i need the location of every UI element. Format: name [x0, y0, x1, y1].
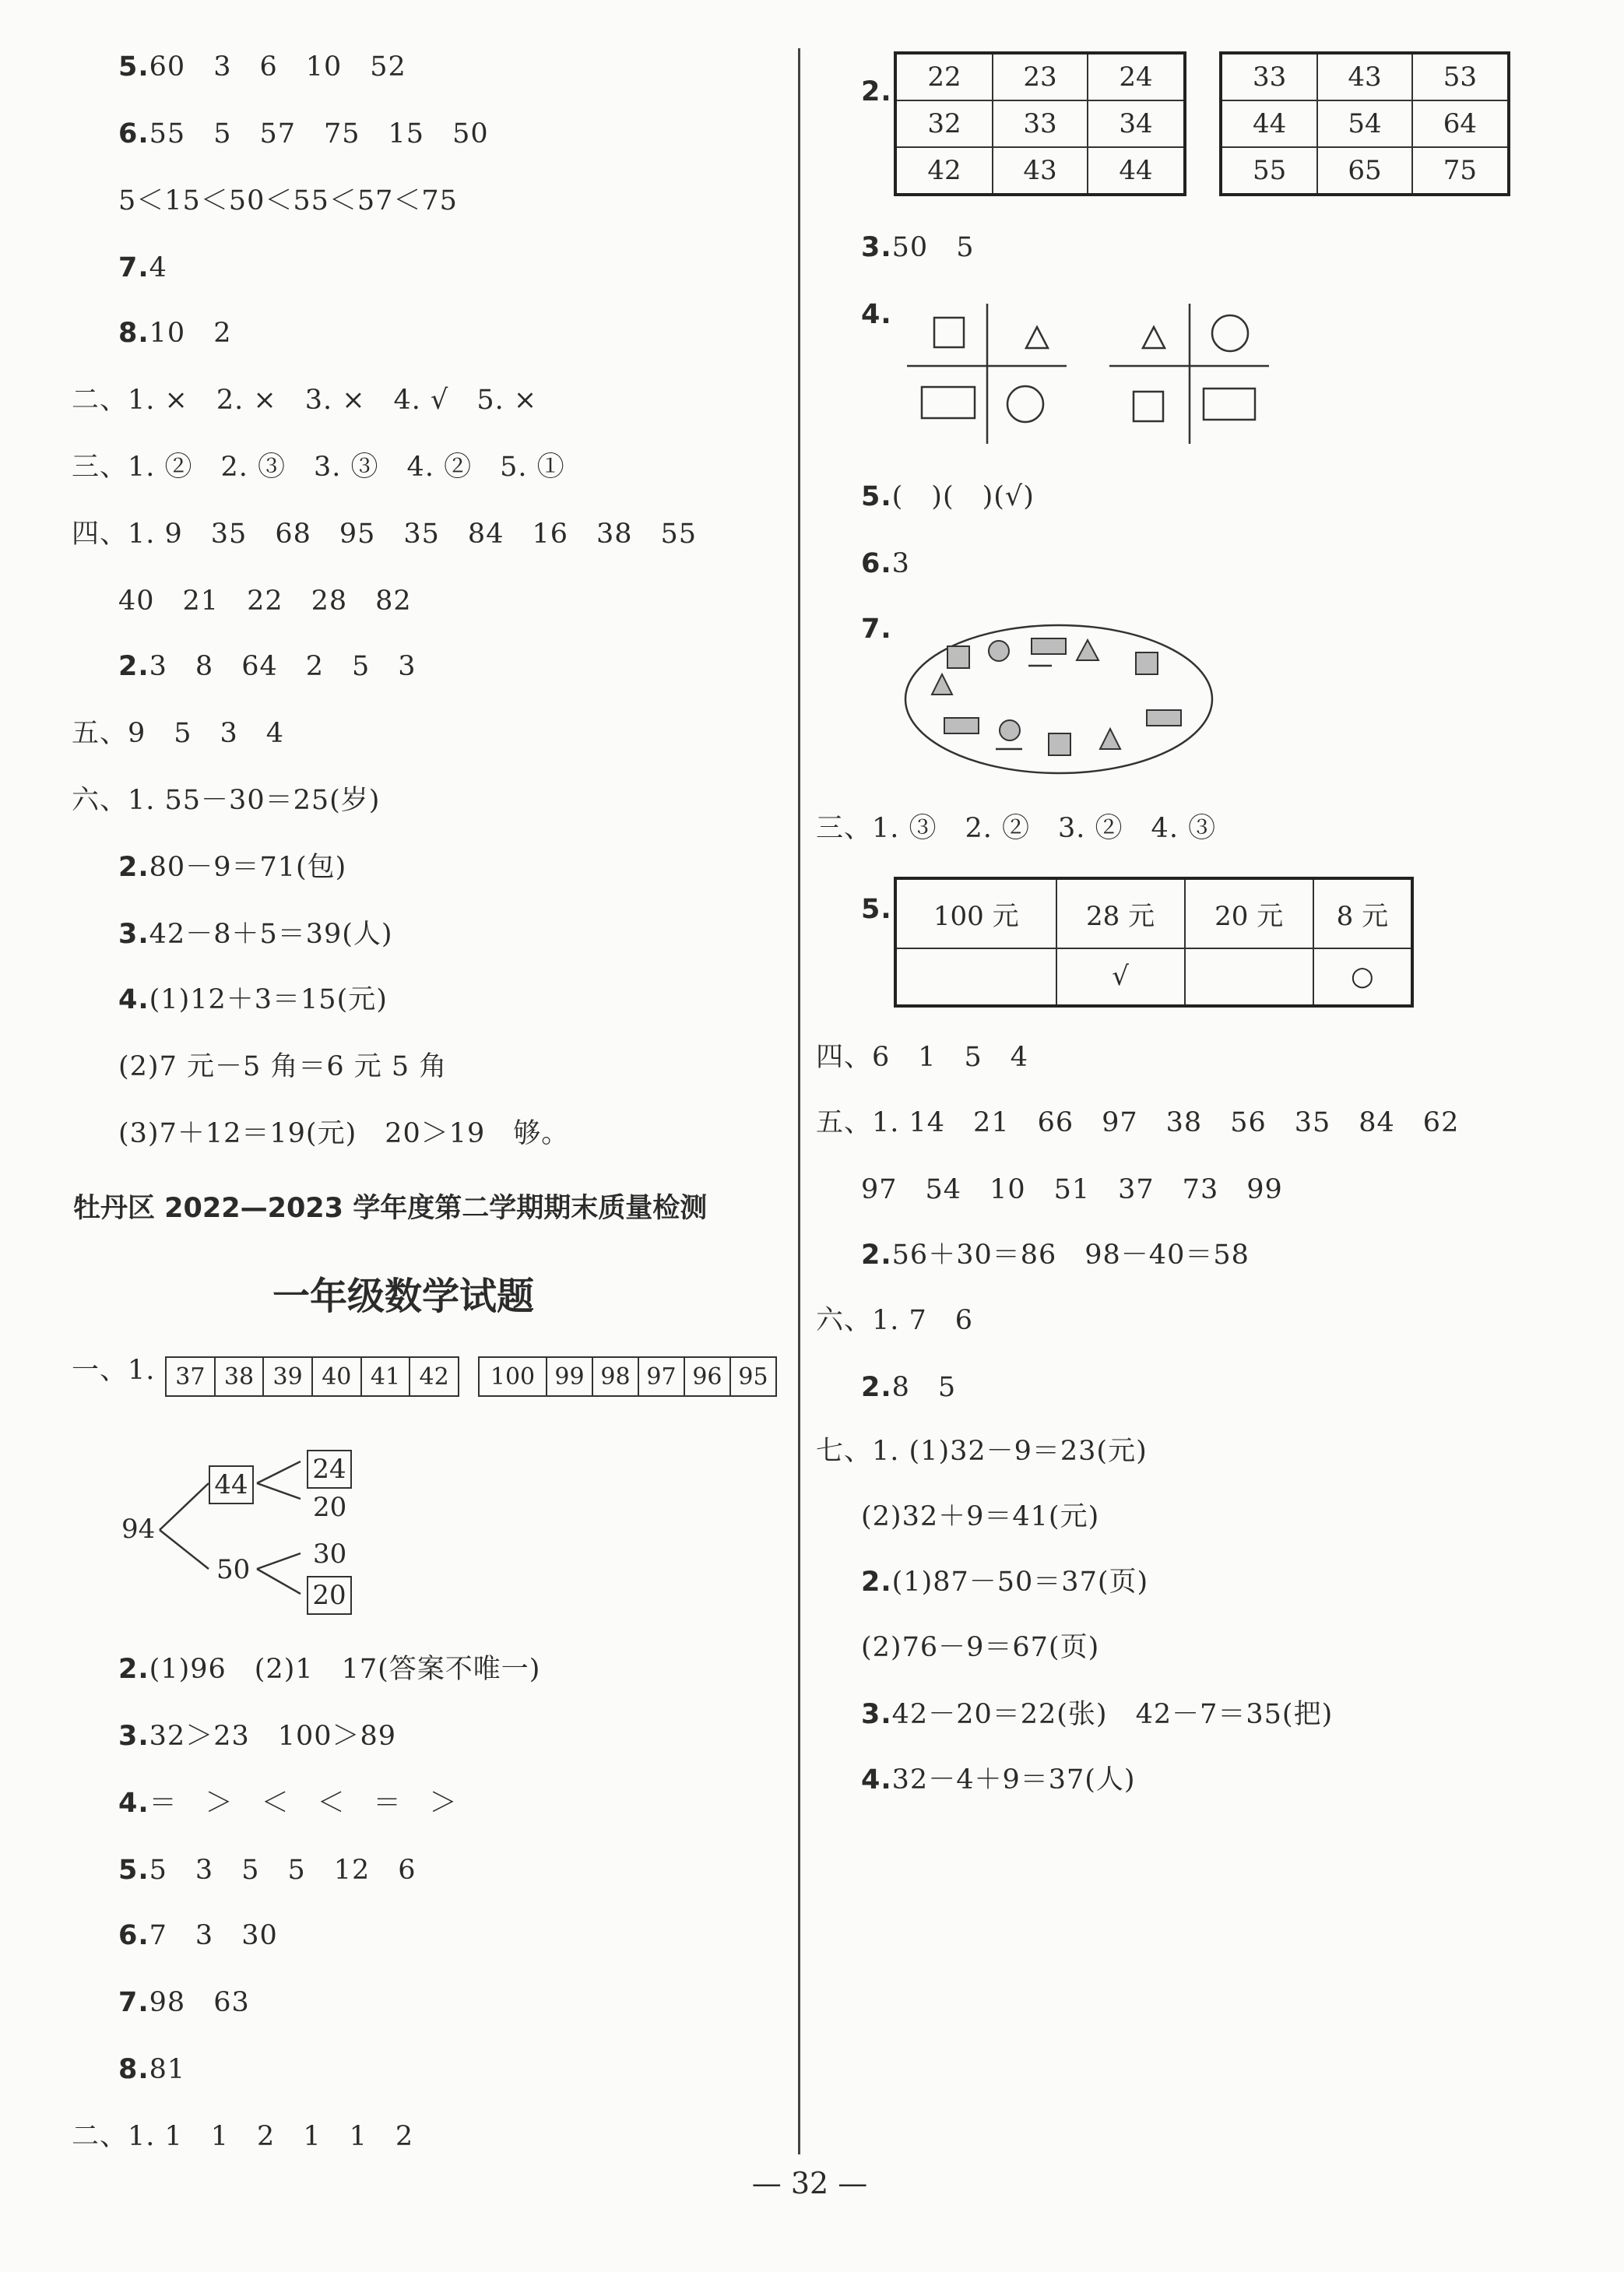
grid-cell: 32: [895, 100, 993, 147]
answer-line: 七、1. (1)32－9＝23(元): [816, 1436, 1148, 1467]
answer-line: 7.4: [118, 252, 167, 283]
circle-shape: [1000, 720, 1020, 740]
triangle-shape: [932, 674, 952, 695]
shape-set-ellipse: [899, 623, 1226, 779]
answer-line: 3.32＞23 100＞89: [118, 1721, 397, 1752]
square-shape: [947, 646, 969, 668]
question-label: 一、1.: [72, 1355, 156, 1386]
answer-line: 2.(1)87－50＝37(页): [861, 1567, 1149, 1598]
grid-cell: 43: [1317, 53, 1412, 100]
answer-line: 2.8 5: [861, 1372, 957, 1403]
grid-cell: 34: [1088, 100, 1185, 147]
sequence-cell: 41: [361, 1357, 410, 1396]
triangle-shape: [1026, 327, 1048, 348]
answer-line: 5.( )( )(√): [861, 481, 1035, 512]
square-shape: [1134, 392, 1163, 421]
grid-cell: 55: [1221, 147, 1317, 195]
circle-shape: [1007, 386, 1043, 422]
tree-node: 30: [313, 1539, 347, 1570]
answer-line: 5.5 3 5 5 12 6: [118, 1855, 417, 1886]
money-mark: √: [1056, 948, 1185, 1006]
sequence-cell: 39: [263, 1357, 312, 1396]
sequence-cell: 42: [410, 1357, 459, 1396]
sequence-cell: 99: [547, 1357, 592, 1396]
money-mark: [1185, 948, 1313, 1006]
sequence-cell: 97: [638, 1357, 684, 1396]
tree-node: 50: [216, 1554, 251, 1585]
answer-line: 六、1. 7 6: [816, 1305, 974, 1336]
answer-line: 2.3 8 64 2 5 3: [118, 651, 417, 682]
exam-title: 一年级数学试题: [272, 1275, 535, 1318]
answer-line: 7.98 63: [118, 1987, 250, 2018]
answer-line: 3.42－8＋5＝39(人): [118, 919, 393, 950]
answer-line: 2.(1)96 (2)1 17(答案不唯一): [118, 1654, 541, 1685]
answer-line: 四、1. 9 35 68 95 35 84 16 38 55: [72, 519, 698, 550]
rectangle-shape: [1204, 389, 1255, 420]
question-label: 7.: [861, 614, 892, 645]
answer-line: 6.55 5 57 75 15 50: [118, 118, 489, 149]
answer-line: 五、9 5 3 4: [72, 718, 285, 749]
tree-root: 94: [121, 1514, 156, 1545]
rectangle-shape: [1032, 638, 1066, 654]
grid-cell: 44: [1221, 100, 1317, 147]
column-divider: [798, 48, 800, 2154]
grid-cell: 44: [1088, 147, 1185, 195]
number-sequence-descending: [478, 1356, 777, 1397]
answer-line: 97 54 10 51 37 73 99: [861, 1174, 1283, 1205]
grid-cell: 75: [1412, 147, 1509, 195]
tree-node: 20: [313, 1492, 347, 1523]
page-number: — 32 —: [751, 2166, 868, 2200]
question-label: 5.: [861, 894, 892, 925]
circle-shape: [989, 641, 1009, 661]
sequence-cell: 37: [166, 1357, 215, 1396]
grid-cell: 54: [1317, 100, 1412, 147]
answer-line: 6.7 3 30: [118, 1920, 278, 1951]
answer-line: (2)7 元－5 角＝6 元 5 角: [118, 1051, 448, 1082]
triangle-shape: [1143, 327, 1165, 348]
money-header: 20 元: [1185, 878, 1313, 948]
rectangle-shape: [944, 718, 979, 733]
grid-cell: 64: [1412, 100, 1509, 147]
answer-line: 4.32－4＋9＝37(人): [861, 1764, 1136, 1795]
grid-cell: 65: [1317, 147, 1412, 195]
number-grid-a: [894, 51, 1186, 196]
tree-node-box: 44: [209, 1465, 254, 1504]
answer-line: (2)76－9＝67(页): [861, 1632, 1100, 1663]
question-label: 2.: [861, 76, 892, 107]
grid-cell: 42: [895, 147, 993, 195]
sequence-cell: 96: [684, 1357, 730, 1396]
grid-cell: 33: [1221, 53, 1317, 100]
money-mark: ○: [1313, 948, 1412, 1006]
tree-node-box: 24: [307, 1450, 352, 1489]
answer-line: 五、1. 14 21 66 97 38 56 35 84 62: [816, 1107, 1460, 1138]
money-mark: [895, 948, 1056, 1006]
square-shape: [1049, 733, 1070, 755]
answer-line: 4.＝ ＞ ＜ ＜ ＝ ＞: [118, 1788, 458, 1819]
answer-line: 4.(1)12＋3＝15(元): [118, 984, 388, 1015]
square-shape: [1136, 652, 1158, 674]
money-header: 8 元: [1313, 878, 1412, 948]
answer-line: 二、1. 1 1 2 1 1 2: [72, 2121, 414, 2152]
sequence-cell: 40: [312, 1357, 361, 1396]
grid-cell: 24: [1088, 53, 1185, 100]
answer-line: 6.3: [861, 548, 910, 579]
triangle-shape: [1077, 640, 1098, 660]
tree-node-box: 20: [307, 1576, 352, 1615]
answer-line: 8.10 2: [118, 318, 232, 349]
sequence-cell: 98: [592, 1357, 638, 1396]
money-table: [894, 877, 1414, 1008]
answer-line: 二、1. × 2. × 3. × 4. √ 5. ×: [72, 385, 538, 416]
rectangle-shape: [922, 387, 975, 418]
answer-line: 四、6 1 5 4: [816, 1042, 1029, 1073]
answer-line: 3.50 5: [861, 232, 975, 263]
answer-line: 3.42－20＝22(张) 42－7＝35(把): [861, 1699, 1334, 1730]
number-sequence-ascending: [165, 1356, 459, 1397]
sequence-cell: 100: [479, 1357, 547, 1396]
answer-line: (3)7＋12＝19(元) 20＞19 够。: [118, 1118, 570, 1149]
answer-line: 8.81: [118, 2054, 186, 2085]
answer-line: (2)32＋9＝41(元): [861, 1501, 1100, 1532]
circle-shape: [1212, 315, 1248, 351]
answer-line: 三、1. ③ 2. ② 3. ② 4. ③: [816, 813, 1217, 844]
answer-line: 5.60 3 6 10 52: [118, 51, 406, 83]
answer-line: 2.80－9＝71(包): [118, 852, 347, 883]
section-title: 牡丹区 2022—2023 学年度第二学期期末质量检测: [73, 1193, 708, 1224]
sequence-cell: 38: [215, 1357, 264, 1396]
answer-line: 5＜15＜50＜55＜57＜75: [118, 185, 458, 216]
grid-cell: 22: [895, 53, 993, 100]
answer-line: 2.56＋30＝86 98－40＝58: [861, 1240, 1250, 1271]
sequence-cell: 95: [730, 1357, 776, 1396]
square-shape: [934, 318, 964, 347]
money-header: 100 元: [895, 878, 1056, 948]
triangle-shape: [1100, 729, 1120, 749]
grid-cell: 33: [993, 100, 1088, 147]
answer-line: 三、1. ② 2. ③ 3. ③ 4. ② 5. ①: [72, 452, 565, 483]
grid-cell: 23: [993, 53, 1088, 100]
rectangle-shape: [1147, 710, 1181, 726]
shape-grid-diagram: [903, 300, 1277, 448]
grid-cell: 53: [1412, 53, 1509, 100]
money-header: 28 元: [1056, 878, 1185, 948]
answer-line: 40 21 22 28 82: [118, 586, 412, 617]
grid-cell: 43: [993, 147, 1088, 195]
answer-line: 六、1. 55－30＝25(岁): [72, 785, 381, 816]
question-label: 4.: [861, 299, 892, 330]
number-grid-b: [1219, 51, 1510, 196]
